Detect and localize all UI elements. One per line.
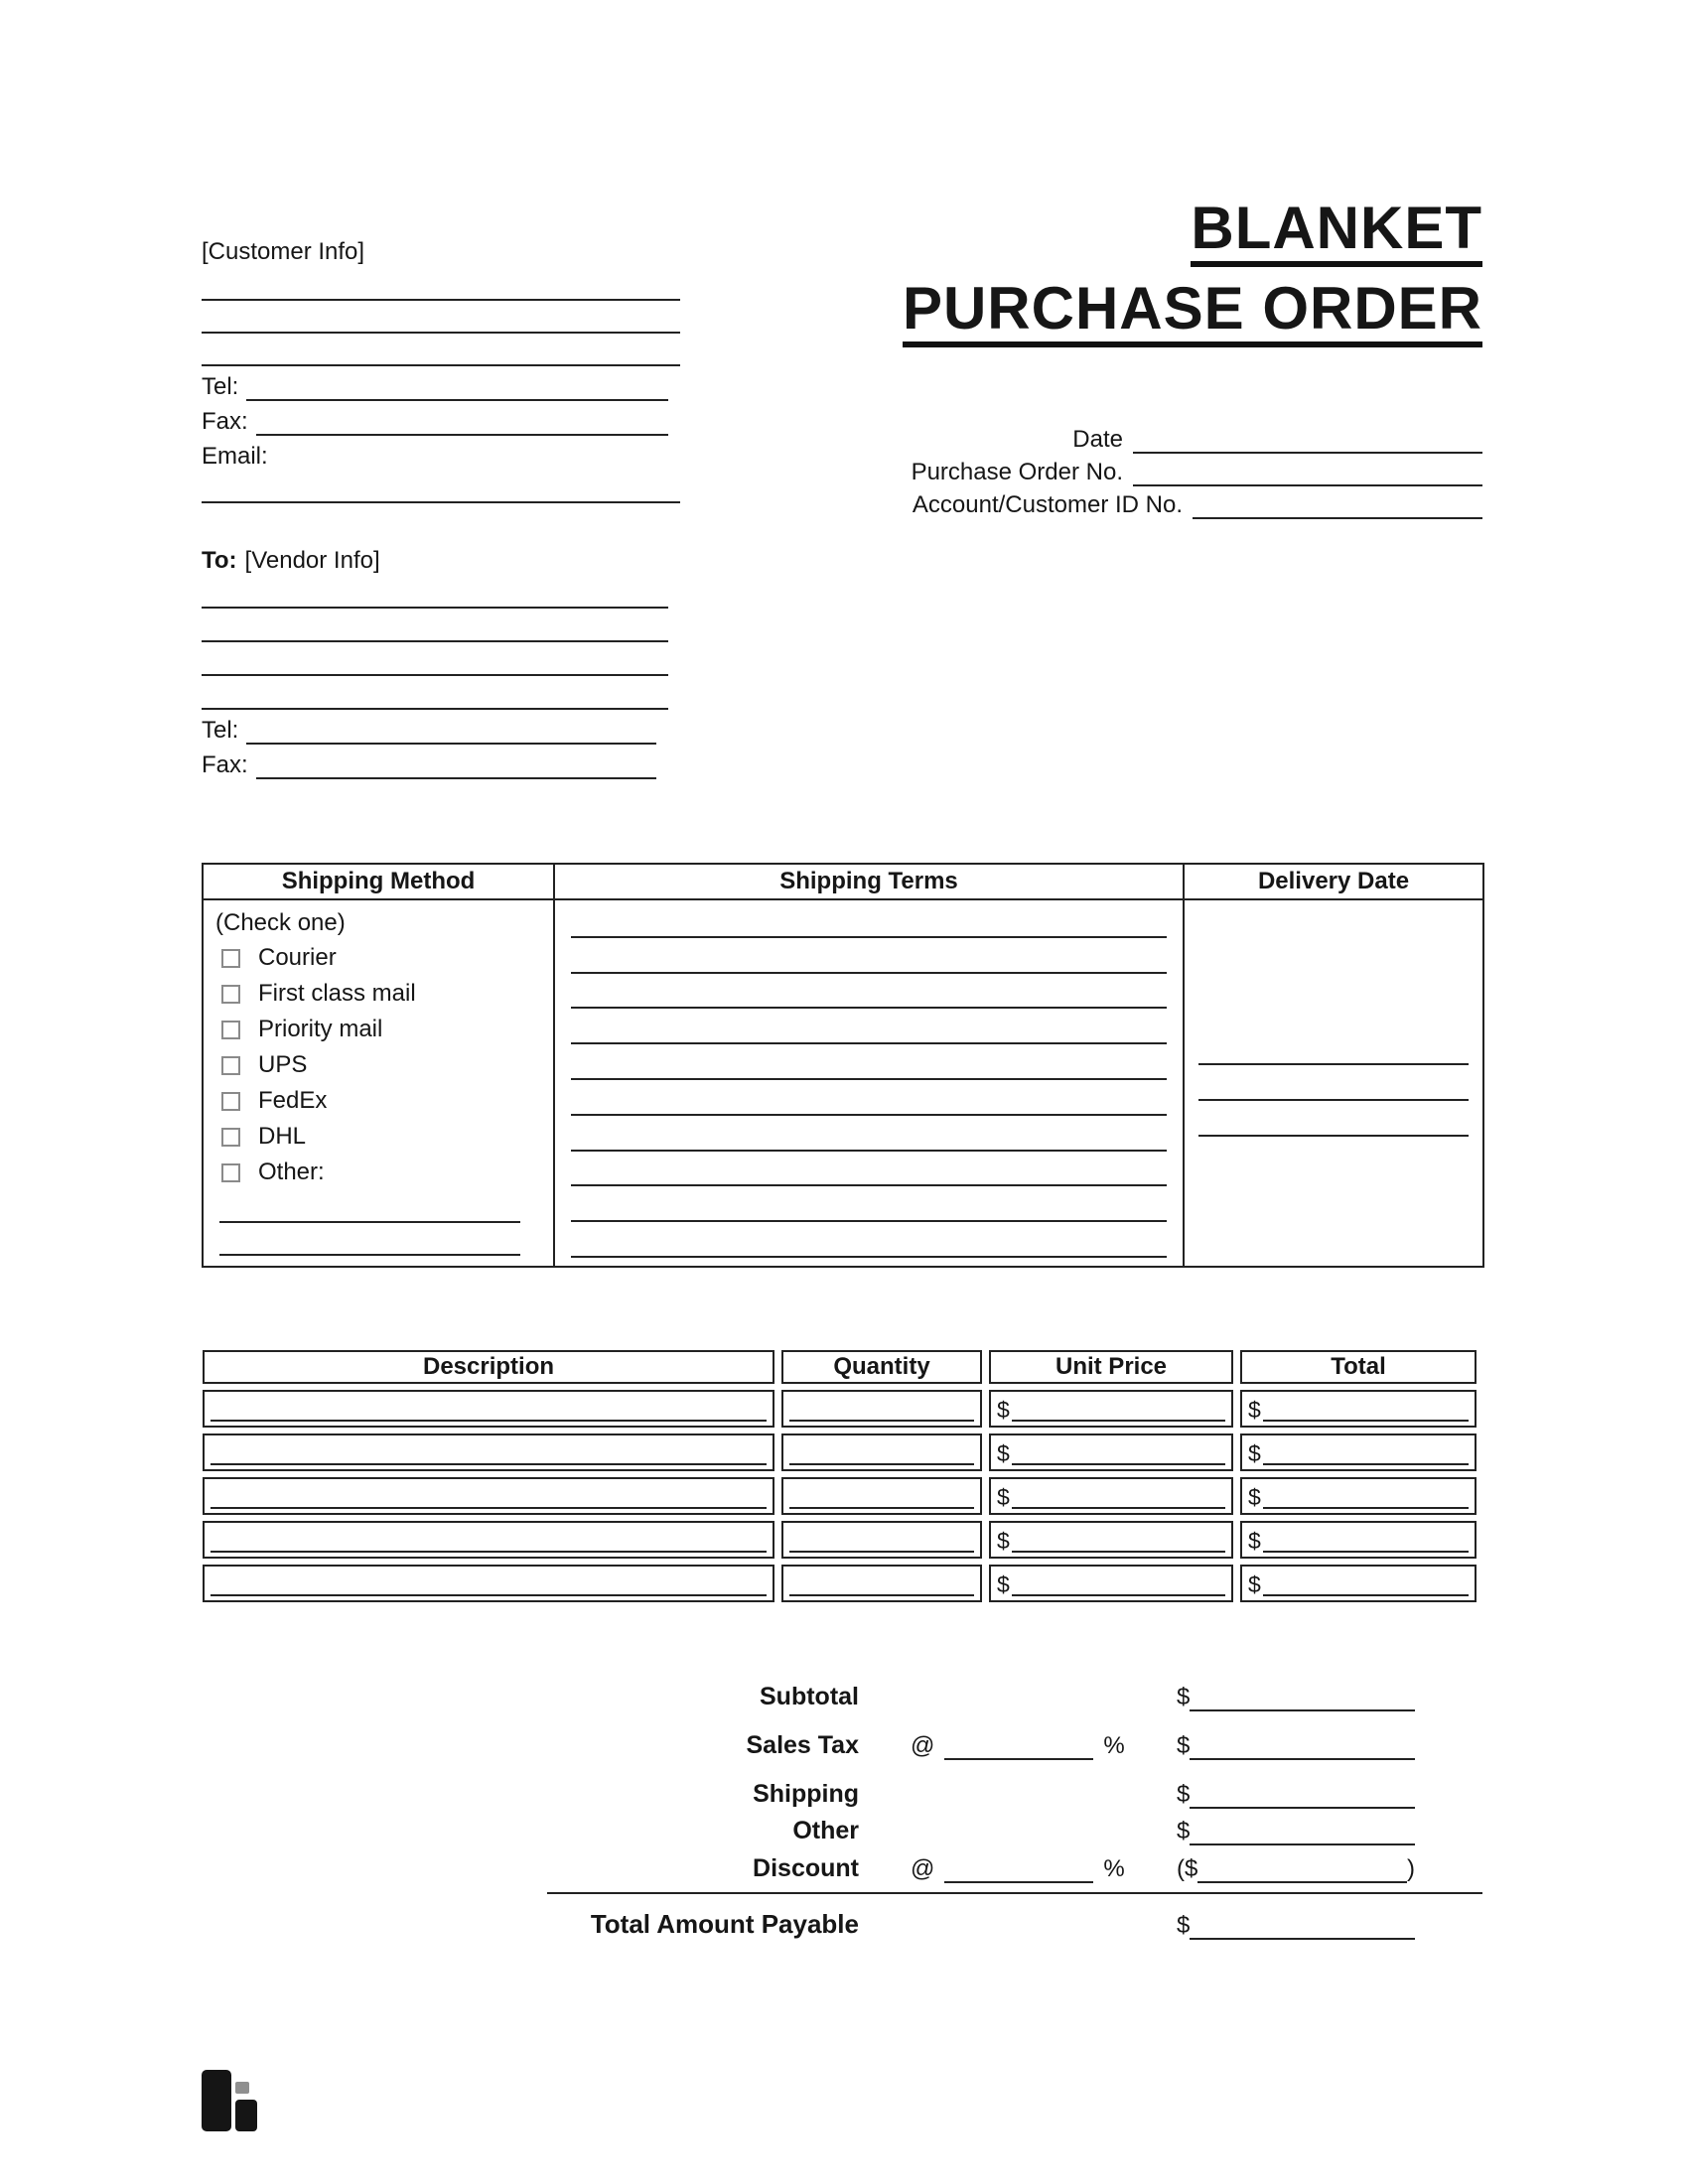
items-header-total: Total — [1240, 1350, 1477, 1384]
item-row-5-quantity-line[interactable] — [789, 1572, 974, 1596]
total-payable-line[interactable] — [1190, 1914, 1415, 1940]
total-payable-label: Total Amount Payable — [590, 1909, 859, 1939]
other-row — [547, 1812, 1490, 1845]
currency-symbol: $ — [1248, 1396, 1261, 1423]
item-row-1-quantity[interactable] — [781, 1390, 982, 1428]
currency-symbol: $ — [997, 1527, 1010, 1554]
vendor-blank-line-3[interactable] — [202, 642, 668, 676]
item-row-4-description-line[interactable] — [211, 1529, 767, 1553]
item-row-5-quantity[interactable] — [781, 1565, 982, 1602]
item-row-3-quantity[interactable] — [781, 1477, 982, 1515]
vendor-blank-line-4[interactable] — [202, 676, 668, 710]
terms-line-2[interactable] — [571, 938, 1167, 974]
checkbox-priority-mail[interactable] — [221, 1021, 240, 1039]
legal-templates-logo — [202, 2070, 257, 2138]
shipping-method-column — [204, 865, 553, 1266]
method-label-other: Other: — [258, 1159, 325, 1185]
currency-symbol: $ — [1177, 1732, 1191, 1759]
shipping-table — [202, 863, 1484, 1268]
terms-line-8[interactable] — [571, 1152, 1167, 1187]
method-row-other — [215, 1155, 543, 1190]
item-row-5-description[interactable] — [203, 1565, 774, 1602]
currency-symbol: $ — [1248, 1439, 1261, 1466]
customer-blank-line-2[interactable] — [202, 301, 680, 334]
method-label-fedex: FedEx — [258, 1087, 328, 1114]
checkbox-fedex[interactable] — [221, 1092, 240, 1111]
sales-tax-rate-line[interactable] — [944, 1734, 1093, 1760]
subtotal-line[interactable] — [1190, 1686, 1415, 1711]
vendor-fax-label: Fax: — [202, 751, 248, 778]
date-label: Date — [1072, 426, 1123, 453]
method-row-ups — [215, 1047, 543, 1083]
item-row-3-unit-price[interactable] — [989, 1477, 1233, 1515]
item-row-4-unit-price[interactable] — [989, 1521, 1233, 1559]
sales-tax-line[interactable] — [1190, 1734, 1415, 1760]
discount-line[interactable] — [1197, 1857, 1407, 1883]
terms-line-3[interactable] — [571, 974, 1167, 1010]
currency-symbol: $ — [997, 1570, 1010, 1597]
delivery-line-2[interactable] — [1198, 1065, 1469, 1101]
item-row-2-unit-price[interactable] — [989, 1433, 1233, 1471]
title-line-1: BLANKET — [1191, 197, 1482, 267]
customer-tel-label: Tel: — [202, 373, 239, 400]
currency-symbol: $ — [1248, 1483, 1261, 1510]
item-row-1-total-line[interactable] — [1263, 1398, 1469, 1422]
paren-close: ) — [1407, 1855, 1415, 1882]
terms-line-7[interactable] — [571, 1116, 1167, 1152]
method-label-ups: UPS — [258, 1051, 308, 1078]
item-row-4-quantity[interactable] — [781, 1521, 982, 1559]
item-row-5-total[interactable] — [1240, 1565, 1477, 1602]
checkbox-ups[interactable] — [221, 1056, 240, 1075]
shipping-terms-header: Shipping Terms — [555, 865, 1183, 900]
item-row-1-unit-price-line[interactable] — [1012, 1398, 1225, 1422]
item-row-3-quantity-line[interactable] — [789, 1485, 974, 1509]
account-id-label: Account/Customer ID No. — [912, 491, 1183, 518]
discount-row — [547, 1849, 1490, 1883]
currency-symbol: $ — [1177, 1818, 1191, 1844]
paren-open: ( — [1177, 1855, 1185, 1882]
item-row-3-total-line[interactable] — [1263, 1485, 1469, 1509]
customer-blank-line-1[interactable] — [202, 268, 680, 301]
sales-tax-label: Sales Tax — [746, 1731, 859, 1759]
vendor-tel-label: Tel: — [202, 717, 239, 744]
shipping-method-header: Shipping Method — [204, 865, 553, 900]
totals-divider — [547, 1892, 1482, 1894]
shipping-line[interactable] — [1190, 1783, 1415, 1809]
method-row-dhl — [215, 1119, 543, 1155]
item-row-3-description[interactable] — [203, 1477, 774, 1515]
customer-email-label: Email: — [202, 443, 268, 470]
terms-line-4[interactable] — [571, 1009, 1167, 1044]
check-one-label: (Check one) — [215, 909, 346, 936]
terms-line-9[interactable] — [571, 1186, 1167, 1222]
item-row-4-unit-price-line[interactable] — [1012, 1529, 1225, 1553]
subtotal-row — [547, 1678, 1490, 1711]
currency-symbol: $ — [997, 1396, 1010, 1423]
items-header-description: Description — [203, 1350, 774, 1384]
item-row-1-quantity-line[interactable] — [789, 1398, 974, 1422]
item-row-5-description-line[interactable] — [211, 1572, 767, 1596]
percent-symbol: % — [1103, 1855, 1125, 1882]
terms-line-1[interactable] — [571, 902, 1167, 938]
checkbox-dhl[interactable] — [221, 1128, 240, 1147]
logo-l-icon — [202, 2070, 257, 2131]
vendor-to-label: To: — [202, 547, 237, 574]
title-line-2: PURCHASE ORDER — [903, 277, 1482, 347]
item-row-5-unit-price-line[interactable] — [1012, 1572, 1225, 1596]
item-row-3-description-line[interactable] — [211, 1485, 767, 1509]
terms-line-5[interactable] — [571, 1044, 1167, 1080]
method-other-line-2[interactable] — [219, 1223, 520, 1256]
method-row-fedex — [215, 1083, 543, 1119]
po-number-label: Purchase Order No. — [911, 459, 1123, 485]
item-row-4-total[interactable] — [1240, 1521, 1477, 1559]
item-row-2-quantity-line[interactable] — [789, 1441, 974, 1465]
sales-tax-row — [547, 1726, 1490, 1760]
currency-symbol: $ — [1177, 1781, 1191, 1808]
currency-symbol: $ — [1248, 1570, 1261, 1597]
method-row-first-class-mail — [215, 976, 543, 1012]
method-other-line-1[interactable] — [219, 1190, 520, 1223]
customer-fax-label: Fax: — [202, 408, 248, 435]
other-line[interactable] — [1190, 1820, 1415, 1845]
item-row-4-description[interactable] — [203, 1521, 774, 1559]
vendor-blank-line-1[interactable] — [202, 575, 668, 609]
order-meta-block — [589, 421, 1482, 519]
item-row-2-description[interactable] — [203, 1433, 774, 1471]
discount-rate-line[interactable] — [944, 1857, 1093, 1883]
item-row-3-unit-price-line[interactable] — [1012, 1485, 1225, 1509]
discount-label: Discount — [753, 1854, 859, 1882]
item-row-1-total[interactable] — [1240, 1390, 1477, 1428]
items-table — [203, 1350, 1477, 1602]
currency-symbol: $ — [1185, 1855, 1198, 1882]
subtotal-label: Subtotal — [760, 1683, 859, 1710]
percent-symbol: % — [1103, 1732, 1125, 1759]
vendor-info-label: [Vendor Info] — [244, 547, 380, 574]
item-row-4-total-line[interactable] — [1263, 1529, 1469, 1553]
shipping-row — [547, 1775, 1490, 1809]
item-row-2-total[interactable] — [1240, 1433, 1477, 1471]
method-label-courier: Courier — [258, 944, 337, 971]
vendor-blank-line-2[interactable] — [202, 609, 668, 642]
item-row-2-total-line[interactable] — [1263, 1441, 1469, 1465]
shipping-label: Shipping — [753, 1780, 859, 1808]
terms-line-6[interactable] — [571, 1080, 1167, 1116]
items-header-unit-price: Unit Price — [989, 1350, 1233, 1384]
currency-symbol: $ — [1248, 1527, 1261, 1554]
vendor-tel-line[interactable] — [246, 717, 656, 745]
account-id-line[interactable] — [1193, 493, 1482, 519]
po-number-line[interactable] — [1133, 461, 1482, 486]
shipping-terms-column — [553, 865, 1183, 1266]
terms-line-10[interactable] — [571, 1222, 1167, 1258]
at-symbol: @ — [911, 1732, 935, 1759]
date-line[interactable] — [1133, 428, 1482, 454]
customer-info-label: [Customer Info] — [202, 238, 365, 265]
item-row-1-unit-price[interactable] — [989, 1390, 1233, 1428]
delivery-line-3[interactable] — [1198, 1101, 1469, 1137]
currency-symbol: $ — [1177, 1684, 1191, 1710]
customer-blank-line-3[interactable] — [202, 334, 680, 366]
item-row-2-unit-price-line[interactable] — [1012, 1441, 1225, 1465]
vendor-info-block — [202, 541, 668, 779]
at-symbol: @ — [911, 1855, 935, 1882]
method-label-priority-mail: Priority mail — [258, 1016, 383, 1042]
currency-symbol: $ — [997, 1439, 1010, 1466]
other-label: Other — [792, 1817, 859, 1844]
method-label-dhl: DHL — [258, 1123, 307, 1150]
total-payable-row — [547, 1906, 1490, 1940]
item-row-5-unit-price[interactable] — [989, 1565, 1233, 1602]
item-row-1-description[interactable] — [203, 1390, 774, 1428]
currency-symbol: $ — [997, 1483, 1010, 1510]
items-header-quantity: Quantity — [781, 1350, 982, 1384]
currency-symbol: $ — [1177, 1912, 1191, 1939]
method-row-courier — [215, 940, 543, 976]
item-row-2-quantity[interactable] — [781, 1433, 982, 1471]
item-row-1-description-line[interactable] — [211, 1398, 767, 1422]
document-title — [903, 197, 1482, 347]
delivery-date-header: Delivery Date — [1185, 865, 1482, 900]
checkbox-first-class-mail[interactable] — [221, 985, 240, 1004]
vendor-fax-line[interactable] — [256, 751, 656, 779]
method-row-priority-mail — [215, 1012, 543, 1047]
item-row-2-description-line[interactable] — [211, 1441, 767, 1465]
customer-tel-line[interactable] — [246, 373, 668, 401]
delivery-line-1[interactable] — [1198, 1029, 1469, 1065]
item-row-3-total[interactable] — [1240, 1477, 1477, 1515]
item-row-4-quantity-line[interactable] — [789, 1529, 974, 1553]
checkbox-courier[interactable] — [221, 949, 240, 968]
checkbox-other[interactable] — [221, 1163, 240, 1182]
item-row-5-total-line[interactable] — [1263, 1572, 1469, 1596]
delivery-date-column — [1183, 865, 1482, 1266]
method-label-first-class-mail: First class mail — [258, 980, 416, 1007]
